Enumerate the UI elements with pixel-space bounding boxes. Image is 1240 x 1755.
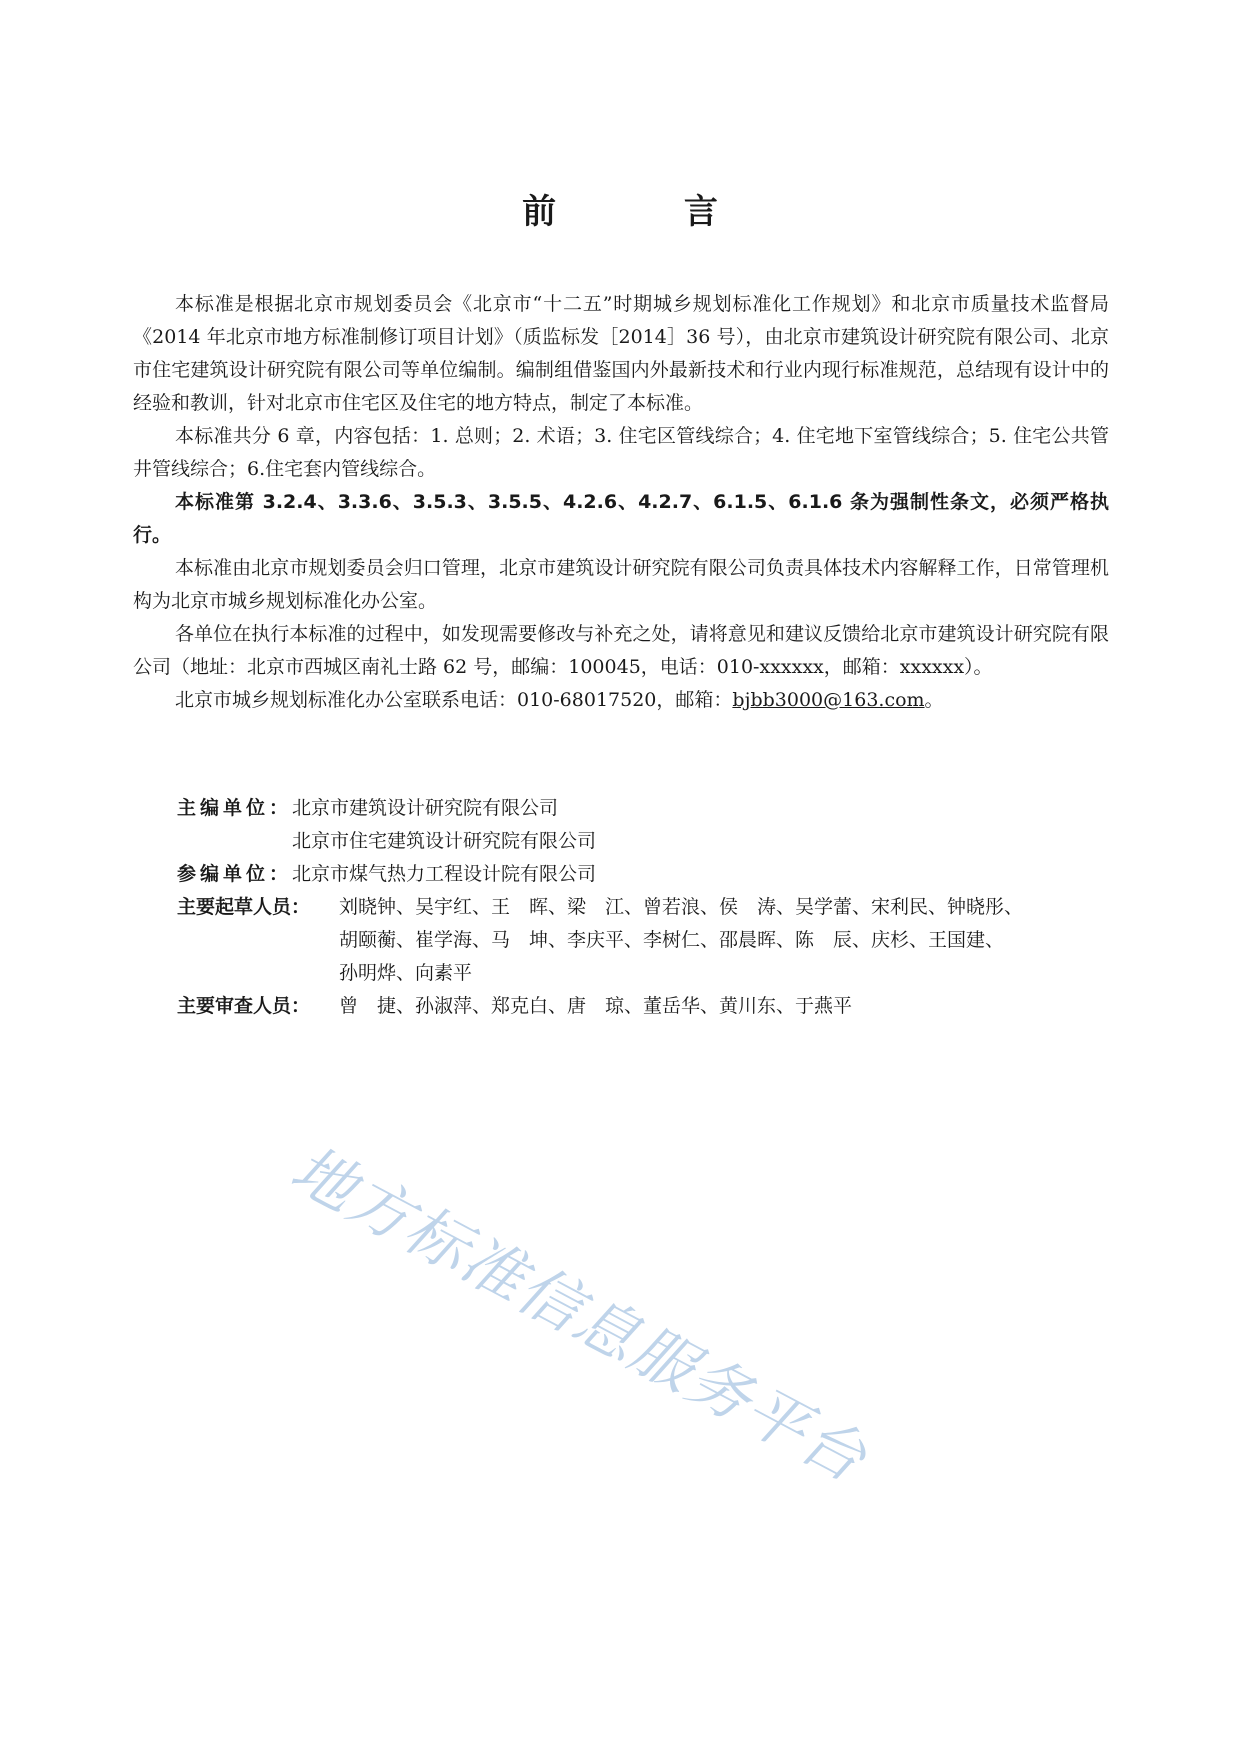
paragraph-contact bbox=[133, 684, 1109, 717]
paragraph-basis: 本标准是根据北京市规划委员会《北京市“十二五”时期城乡规划标准化工作规划》和北京市质量技术监督局《2014 年北京市地方标准制修订项目计划》（质监标发［2014］36 号），由北京市建筑设计研究院有限公司、北京市住宅建筑设计研究院有限公司等单位编制。编制组借鉴国内外最新技术和行业内现行标准规范，总结现有设计中的经验和教训，针对北京市住宅区及住宅的地方特点，制定了本标准。 bbox=[133, 293, 1109, 414]
paragraph-mandatory: 本标准第 3.2.4、3.3.6、3.5.3、3.5.5、4.2.6、4.2.7、6.1.5、6.1.6 条为强制性条文，必须严格执行。 bbox=[133, 491, 1109, 546]
reviewers-label: 主要审查人员： bbox=[177, 995, 311, 1017]
watermark: 地方标准信息服务平台 bbox=[279, 1131, 879, 1497]
chief-unit: 北京市建筑设计研究院有限公司 bbox=[292, 797, 559, 819]
reviewers-row bbox=[177, 990, 1109, 1023]
paragraph-management: 本标准由北京市规划委员会归口管理，北京市建筑设计研究院有限公司负责具体技术内容解释工作，日常管理机构为北京市城乡规划标准化办公室。 bbox=[133, 557, 1109, 612]
participating-units-label: 参编单位： bbox=[177, 863, 293, 885]
drafters-label: 主要起草人员： bbox=[177, 896, 311, 918]
credits-section bbox=[177, 792, 1109, 1023]
chief-unit: 北京市住宅建筑设计研究院有限公司 bbox=[292, 830, 597, 852]
paragraph-feedback: 各单位在执行本标准的过程中，如发现需要修改与补充之处，请将意见和建议反馈给北京市建筑设计研究院有限公司（地址：北京市西城区南礼士路 62 号，邮编：100045，电话：010-xxxxxx，邮箱：xxxxxx）。 bbox=[133, 623, 1109, 678]
reviewers-line: 曾 捷、孙淑萍、郑克白、唐 琼、董岳华、黄川东、于燕平 bbox=[339, 995, 853, 1017]
participating-unit: 北京市煤气热力工程设计院有限公司 bbox=[292, 863, 597, 885]
contact-email-link[interactable]: bjbb3000@163.com bbox=[732, 689, 925, 711]
drafters-row bbox=[177, 891, 1109, 990]
chief-units-label: 主编单位： bbox=[177, 797, 293, 819]
drafters-line: 胡颐蘅、崔学海、马 坤、李庆平、李树仁、邵晨晖、陈 辰、庆杉、王国建、 bbox=[339, 929, 1005, 951]
participating-units-row bbox=[177, 858, 1109, 891]
page-title: 前 言 bbox=[522, 192, 776, 232]
drafters-line: 刘晓钟、吴宇红、王 晖、梁 江、曾若浪、侯 涛、吴学蕾、宋利民、钟晓彤、 bbox=[339, 896, 1024, 918]
preface-body bbox=[133, 288, 1109, 717]
contact-suffix: 。 bbox=[924, 689, 944, 711]
chief-units-row bbox=[177, 792, 1109, 858]
contact-prefix: 北京市城乡规划标准化办公室联系电话：010-68017520，邮箱： bbox=[175, 689, 733, 711]
drafters-line: 孙明烨、向素平 bbox=[339, 962, 473, 984]
paragraph-chapters: 本标准共分 6 章，内容包括：1. 总则；2. 术语；3. 住宅区管线综合；4. 住宅地下室管线综合；5. 住宅公共管井管线综合；6.住宅套内管线综合。 bbox=[133, 425, 1109, 480]
